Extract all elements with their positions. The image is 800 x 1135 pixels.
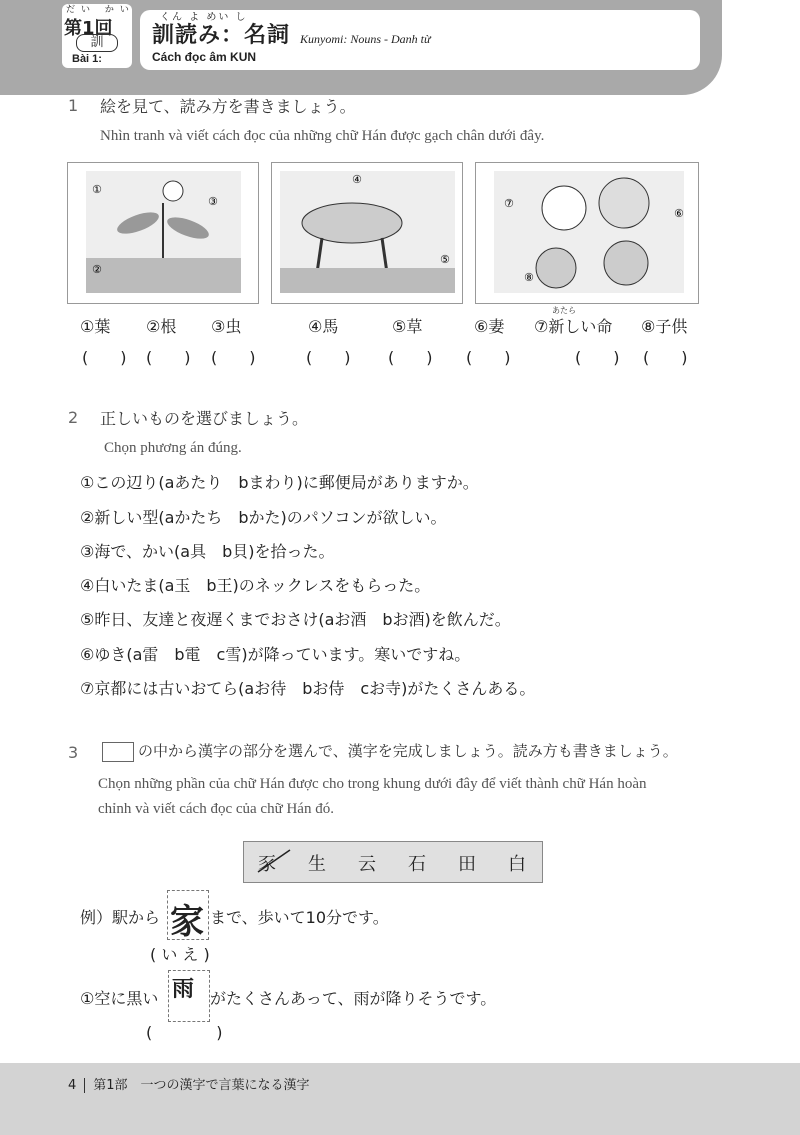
svg-text:④: ④ xyxy=(352,173,362,186)
svg-text:①: ① xyxy=(92,183,102,196)
svg-text:⑧: ⑧ xyxy=(524,271,534,284)
section3-number: 3 xyxy=(68,743,79,762)
title-furigana: くん よ めい し xyxy=(160,12,248,23)
kanji-part-3[interactable]: 云 xyxy=(358,854,376,875)
word-7-furigana: あたら xyxy=(552,306,576,315)
plant-illustration xyxy=(68,163,258,303)
section1-instruction-vn: Nhìn tranh và viết cách đọc của những chữ Hán được gạch chân dưới đây. xyxy=(100,128,545,144)
page-subtitle: Cách đọc âm KUN xyxy=(152,50,257,64)
question1-reading-blank[interactable]: ( ) xyxy=(146,1023,223,1042)
strike-mark xyxy=(254,846,294,876)
lesson-badge: 訓 xyxy=(76,34,118,52)
word-3: ③虫 xyxy=(211,317,242,336)
kunyomi-label: Kunyomi: Nouns - Danh từ xyxy=(300,32,431,46)
page-number: 4 xyxy=(68,1078,77,1093)
family-image xyxy=(475,162,699,304)
choice-item-7[interactable]: ⑦京都には古いおてら(aお待 bお侍 cお寺)がたくさんある。 xyxy=(80,679,536,698)
question1-text-b: がたくさんあって、雨が降りそうです。 xyxy=(210,989,497,1008)
example-text-a: 例）駅から xyxy=(80,908,161,927)
section2-number: 2 xyxy=(68,408,79,427)
answer-blank-5[interactable]: ( ) xyxy=(388,348,433,367)
section3-instruction-vn-1: Chọn những phần của chữ Hán được cho trong khung dưới đây để viết thành chữ Hán hoàn xyxy=(98,776,647,792)
answer-blank-3[interactable]: ( ) xyxy=(211,348,256,367)
choice-item-1[interactable]: ①この辺り(aあたり bまわり)に郵便局がありますか。 xyxy=(80,473,479,492)
answer-blank-1[interactable]: ( ) xyxy=(82,348,127,367)
section2-instruction-vn: Chọn phương án đúng. xyxy=(104,440,242,456)
svg-text:⑦: ⑦ xyxy=(504,197,514,210)
section3-instruction-jp: の中から漢字の部分を選んで、漢字を完成しましょう。読み方も書きましょう。 xyxy=(138,742,678,760)
horse-illustration xyxy=(272,163,462,303)
footer-divider xyxy=(84,1078,85,1093)
svg-text:③: ③ xyxy=(208,195,218,208)
answer-blank-8[interactable]: ( ) xyxy=(643,348,688,367)
word-7: ⑦新しい命 xyxy=(534,317,613,336)
section2-instruction-jp: 正しいものを選びましょう。 xyxy=(100,409,309,428)
svg-text:②: ② xyxy=(92,263,102,276)
word-6: ⑥妻 xyxy=(474,317,505,336)
example-reading: ( い え ) xyxy=(150,945,210,964)
example-kanji: 家 xyxy=(170,902,204,942)
word-1: ①葉 xyxy=(80,317,111,336)
section1-instruction-jp: 絵を見て、読み方を書きましょう。 xyxy=(100,97,356,116)
kanji-part-2[interactable]: 生 xyxy=(308,854,326,875)
choice-item-2[interactable]: ②新しい型(aかたち bかた)のパソコンが欲しい。 xyxy=(80,508,447,527)
footer-part-title: 第1部 一つの漢字で言葉になる漢字 xyxy=(93,1078,310,1093)
svg-text:⑥: ⑥ xyxy=(674,207,684,220)
section1-number: 1 xyxy=(68,96,79,115)
lesson-label: Bài 1: xyxy=(72,53,102,65)
kanji-part-6[interactable]: 白 xyxy=(508,854,526,875)
answer-blank-2[interactable]: ( ) xyxy=(146,348,191,367)
word-8: ⑧子供 xyxy=(641,317,688,336)
svg-text:⑤: ⑤ xyxy=(440,253,450,266)
inline-box xyxy=(102,742,134,762)
answer-blank-6[interactable]: ( ) xyxy=(466,348,511,367)
choice-item-5[interactable]: ⑤昨日、友達と夜遅くまでおさけ(aお酒 bお酒)を飲んだ。 xyxy=(80,610,511,629)
choice-item-6[interactable]: ⑥ゆき(a雷 b電 c雪)が降っています。寒いですね。 xyxy=(80,645,471,664)
word-2: ②根 xyxy=(146,317,177,336)
kanji-part-4[interactable]: 石 xyxy=(408,854,426,875)
lesson-furigana: だい かい xyxy=(66,5,135,15)
question1-text-a: ①空に黒い xyxy=(80,989,159,1008)
family-illustration xyxy=(476,163,698,303)
choice-item-4[interactable]: ④白いたま(a玉 b王)のネックレスをもらった。 xyxy=(80,576,431,595)
kanji-part-5[interactable]: 田 xyxy=(458,854,476,875)
word-5: ⑤草 xyxy=(392,317,423,336)
answer-blank-4[interactable]: ( ) xyxy=(306,348,351,367)
page-title: 訓読み：名詞 xyxy=(152,23,291,48)
footer-text xyxy=(68,1074,310,1093)
lesson-number: 第1回 xyxy=(64,18,113,39)
section3-instruction-vn-2: chỉnh và viết cách đọc của chữ Hán đó. xyxy=(98,801,334,817)
question1-kanji-hint: 雨 xyxy=(172,977,195,1002)
horse-image xyxy=(271,162,463,304)
word-4: ④馬 xyxy=(308,317,339,336)
answer-blank-7[interactable]: ( ) xyxy=(575,348,620,367)
plant-image xyxy=(67,162,259,304)
example-text-b: まで、歩いて10分です。 xyxy=(210,908,389,927)
kanji-part-1[interactable]: 豕 xyxy=(258,854,276,875)
choice-item-3[interactable]: ③海で、かい(a具 b貝)を拾った。 xyxy=(80,542,335,561)
